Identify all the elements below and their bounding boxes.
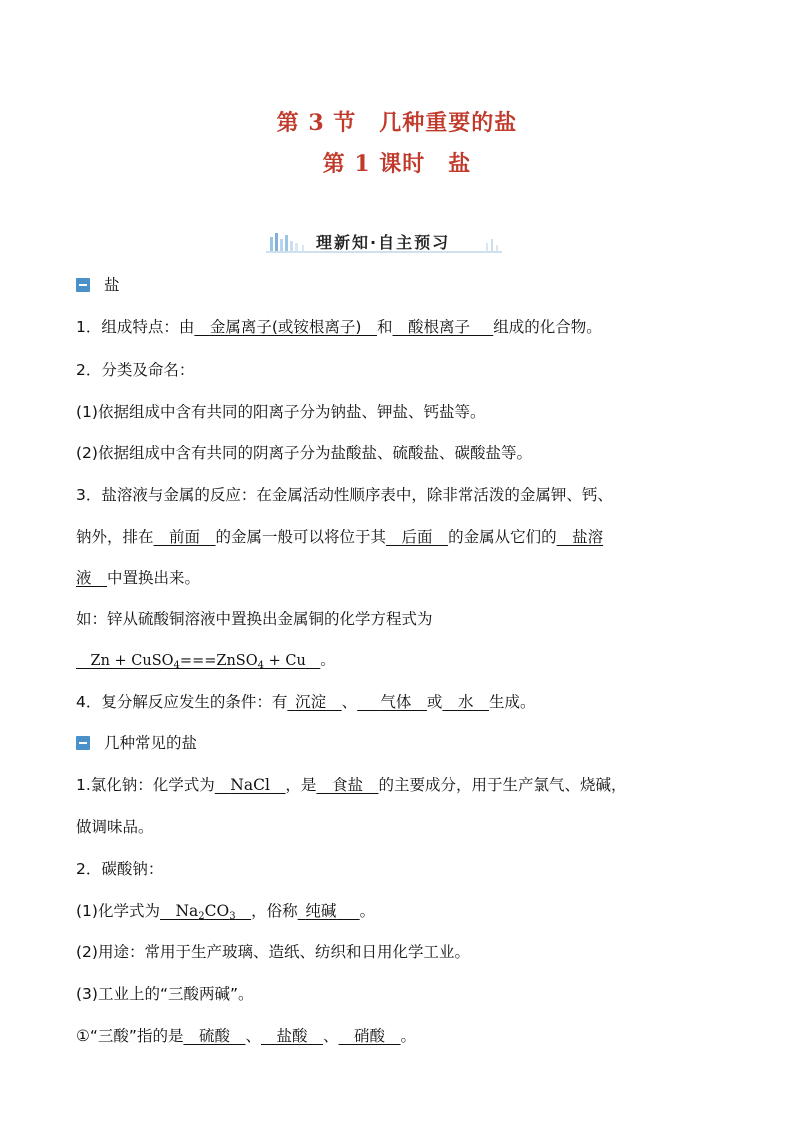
text-segment: 钠外，排在 [76,528,154,546]
answer-blank [287,693,341,711]
text-segment: 、 [323,1027,339,1045]
text-segment: 。 [400,1027,417,1045]
equation-text: + Cu [263,653,306,669]
chemical-equation [76,651,335,671]
paragraph-double-decomposition [76,692,535,712]
answer-blank [154,528,216,546]
answer-text: 金属离子(或铵根离子) [209,318,362,336]
paragraph-formula [76,901,375,921]
text-segment: ①“三酸”指的是 [76,1027,184,1045]
answer-blank [357,693,427,711]
answer-text: 气体 [380,693,412,711]
section-heading-text: 盐 [104,276,120,294]
subscript: 4 [173,660,180,671]
paragraph-anion: (2)依据组成中含有共同的阴离子分为盐酸盐、硫酸盐、碳酸盐等。 [76,444,532,462]
answer-text: 食盐 [331,776,363,794]
answer-blank [316,776,378,794]
preview-banner [266,229,502,255]
section-heading-salt [76,275,120,295]
paragraph-sodium-chloride [76,775,626,795]
paragraph-metal-reaction-line2 [76,527,603,547]
text-segment: 组成的化合物。 [493,318,602,336]
paragraph-composition [76,317,602,337]
text-segment: 生成。 [488,693,536,711]
answer-blank [76,569,107,587]
answer-blank [194,318,377,336]
lesson-title: 第 1 课时 盐 [322,151,472,177]
banner-text: 理新知·自主预习 [316,233,451,252]
answer-text: 盐溶 [572,528,604,546]
answer-blank [183,1027,245,1045]
text-segment: 的金属一般可以将位于其 [215,528,387,546]
section-marker-icon [76,278,90,292]
answer-text: NaCl [230,776,270,794]
answer-blank [215,776,286,794]
answer-blank [261,1027,323,1045]
section-title: 第 3 节 几种重要的盐 [276,110,518,136]
subscript: 4 [257,660,264,671]
formula-text: Na [175,902,199,920]
answer-text: 硫酸 [198,1027,230,1045]
answer-text: 酸根离子 [408,318,471,336]
text-segment: 4．复分解反应发生的条件：有 [76,693,288,711]
answer-text: 纯碱 [305,902,337,920]
section-marker-icon [76,736,90,750]
paragraph-metal-reaction-line1: 3．盐溶液与金属的反应：在金属活动性顺序表中，除非常活泼的金属钾、钙、 [76,486,613,504]
answer-text: 盐酸 [276,1027,308,1045]
answer-text: 后面 [401,528,433,546]
text-segment: 和 [376,318,393,336]
text-segment: 、 [245,1027,261,1045]
text-segment: 、 [341,693,358,711]
formula-text: CO [204,902,230,920]
section-heading-common-salts [76,733,197,753]
paragraph-three-acids [76,1026,416,1046]
paragraph-sodium-chloride-line2: 做调味品。 [76,818,154,836]
subscript: 2 [198,911,205,922]
text-segment: 的主要成分，用于生产氯气、烧碱， [378,776,627,794]
answer-text: 液 [76,569,92,587]
answer-blank [160,902,251,920]
answer-blank [386,528,448,546]
subscript: 3 [229,911,236,922]
equation-text: Zn + CuSO [90,653,174,669]
answer-text: 水 [457,693,474,711]
text-segment: ，是 [285,776,317,794]
text-segment: 1.氯化钠：化学式为 [76,776,215,794]
answer-text: 前面 [169,528,201,546]
paragraph-classification: 2．分类及命名： [76,361,195,379]
answer-blank [393,318,494,336]
answer-blank [76,653,320,669]
section-heading-text: 几种常见的盐 [104,734,198,752]
text-segment: (1)化学式为 [76,902,160,920]
text-segment: ，俗称 [251,902,298,920]
paragraph-uses: (2)用途：常用于生产玻璃、造纸、纺织和日用化学工业。 [76,943,470,961]
answer-text: 硝酸 [354,1027,386,1045]
paragraph-sodium-carbonate: 2．碳酸钠： [76,860,164,878]
text-segment: 1．组成特点：由 [76,318,195,336]
text-segment: 或 [426,693,443,711]
text-segment: 。 [359,902,376,920]
answer-blank [339,1027,401,1045]
equation-arrow: === [179,653,217,669]
answer-blank [442,693,489,711]
answer-text: 沉淀 [295,693,327,711]
text-segment: 。 [320,653,335,669]
equation-text: ZnSO [216,653,258,669]
paragraph-metal-reaction-line3 [76,568,200,588]
paragraph-cation: (1)依据组成中含有共同的阳离子分为钠盐、钾盐、钙盐等。 [76,403,486,421]
text-segment: 的金属从它们的 [448,528,557,546]
paragraph-example: 如：锌从硫酸铜溶液中置换出金属铜的化学方程式为 [76,610,433,628]
answer-blank [557,528,604,546]
paragraph-three-acids-two-bases: (3)工业上的“三酸两碱”。 [76,985,254,1003]
answer-blank [298,902,360,920]
text-segment: 中置换出来。 [107,569,201,587]
